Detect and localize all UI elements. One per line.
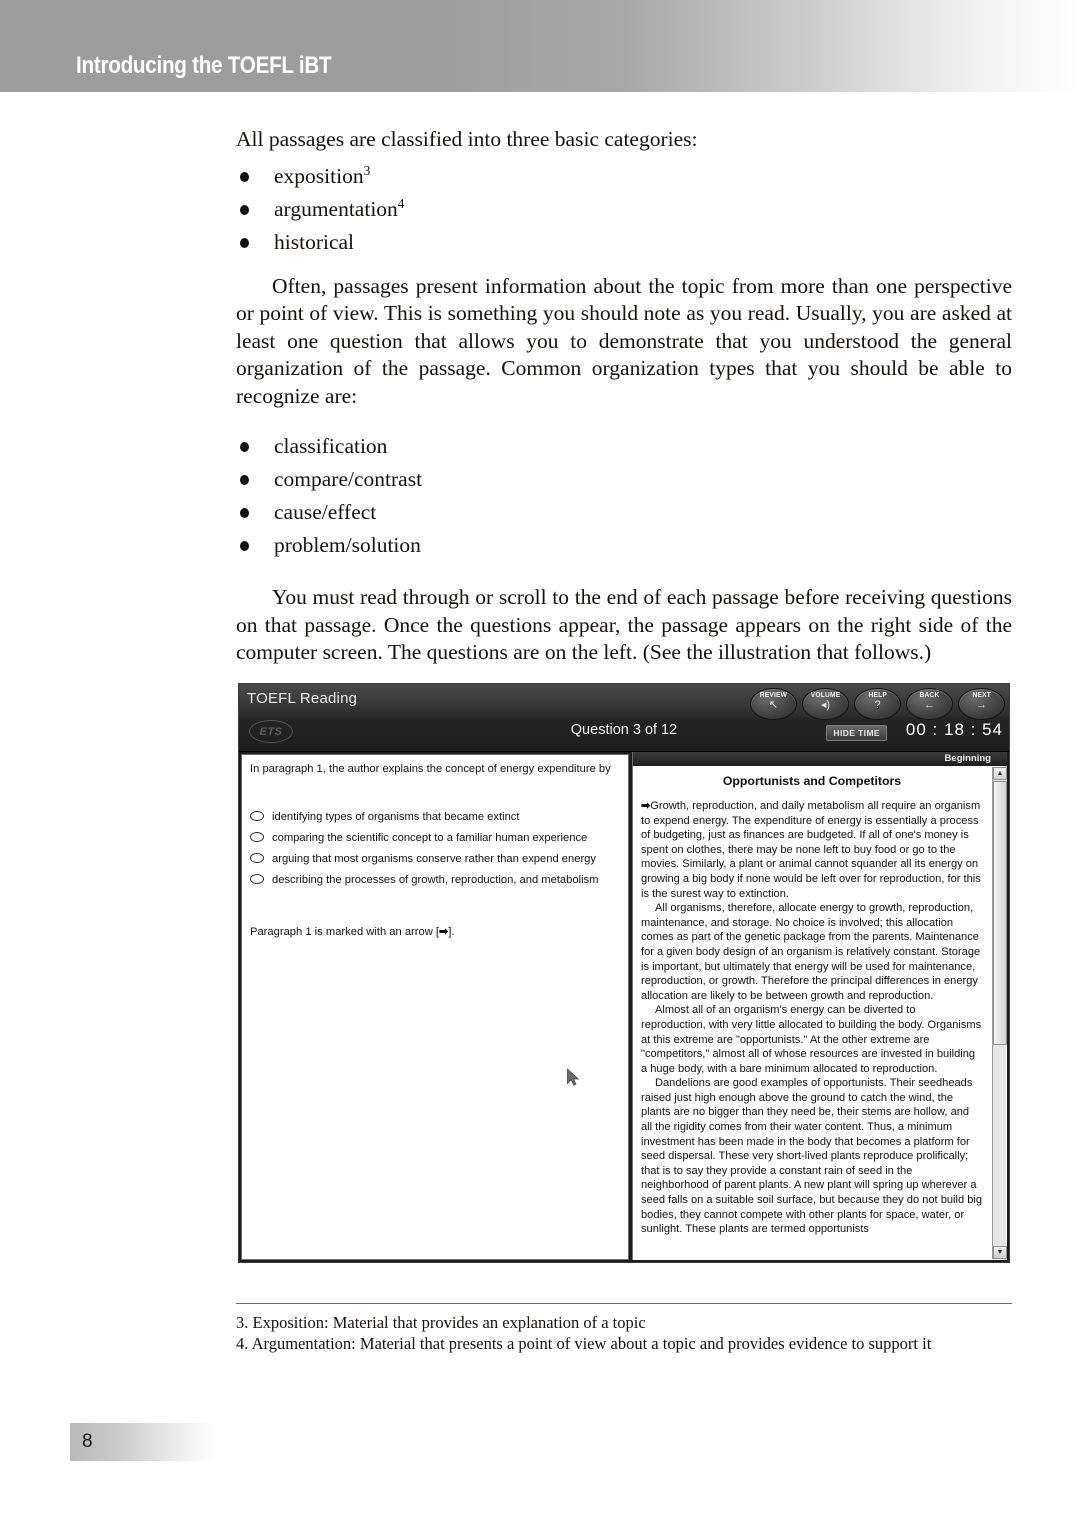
toolbar-button-row [750, 688, 1005, 720]
running-header [0, 0, 1080, 92]
answer-option-c[interactable] [250, 852, 622, 867]
review-icon: ↖ [768, 699, 779, 711]
category-label: historical [274, 229, 355, 254]
passage-paragraph-1-text: Growth, reproduction, and daily metabolism all require an organism to expend energy. The expenditure of energy is essentially a process of budgeting, just as finances are budgeted. If all of one's money is spent on clothes, there may be none left to buy food or go to the movies. Similarly, a plant or animal cannot squander all its energy on growing a big body if none would be left over for reproduction, for this is the surest way to extinction. [641, 800, 981, 900]
review-button-label: REVIEW [759, 692, 788, 699]
list-item [236, 529, 1012, 562]
footnote-block [236, 1303, 1012, 1354]
bullet-icon [240, 442, 249, 452]
bullet-icon [240, 172, 249, 182]
passage-position-bar [633, 752, 1007, 766]
paragraph-note-suffix: ]. [448, 926, 455, 938]
scroll-down-icon[interactable]: ▼ [993, 1246, 1007, 1259]
bullet-icon [240, 205, 249, 215]
answer-option-b[interactable] [250, 831, 622, 846]
volume-button-label: VOLUME [810, 692, 841, 699]
org-type-label: problem/solution [274, 533, 421, 557]
bullet-icon [240, 541, 249, 551]
toefl-screen-illustration [238, 683, 1010, 1263]
back-button[interactable] [906, 688, 953, 720]
paragraph-scroll: You must read through or scroll to the end of each passage before receiving questions on that passage. Once the questions appear, the passage appears on the right side of the computer screen. The questions are on the left. (See the illustration that follows.) [236, 585, 1012, 664]
answer-option-a-label: identifying types of organisms that became extinct [272, 811, 520, 823]
paragraph-marker-note [250, 925, 455, 938]
question-pane [241, 754, 629, 1260]
help-button-label: HELP [868, 692, 887, 699]
arrow-right-icon: → [976, 699, 987, 711]
page-number: 8 [82, 1431, 93, 1452]
org-type-label: compare/contrast [274, 467, 423, 491]
back-button-label: BACK [919, 692, 940, 699]
footnote-marker: 3 [363, 162, 371, 178]
passage-position-label: Beginning [944, 753, 991, 764]
arrow-left-icon: ← [924, 699, 935, 711]
answer-option-c-label: arguing that most organisms conserve rather than expend energy [272, 853, 597, 865]
paragraph-often: Often, passages present information about the topic from more than one perspective or point of view. This is something you should note as you read. Usually, you are asked at least one question that allows you to demonstrate that you understood the general organization of the passage. Common organization types that you should be able to recognize are: [236, 273, 1012, 408]
question-counter: Question 3 of 12 [570, 722, 678, 738]
intro-paragraph: All passages are classified into three basic categories: [236, 127, 698, 151]
category-label: exposition [274, 163, 364, 188]
footnote-3: 3. Exposition: Material that provides an explanation of a topic [236, 1313, 646, 1332]
radio-button-icon[interactable] [250, 832, 264, 842]
question-mark-icon: ? [874, 699, 881, 711]
next-button[interactable] [958, 688, 1005, 720]
passage-text-area [633, 766, 991, 1260]
answer-option-d-label: describing the processes of growth, reproduction, and metabolism [272, 874, 599, 886]
footnote-divider [236, 1303, 1012, 1304]
next-button-label: NEXT [972, 692, 991, 699]
list-item [236, 463, 1012, 496]
footnote-4: 4. Argumentation: Material that presents a point of view about a topic and provides evidence to support it [236, 1334, 932, 1353]
bullet-icon [240, 508, 249, 518]
passage-paragraph-4: Dandelions are good examples of opportunists. Their seedheads raised just high enough above the ground to catch the wind, the plants are no bigger than they need be, their stems are hollow, and all the rigidity comes from their water content. Thus, a minimum investment has been made in the body that becomes a platform for seed dispersal. These very short-lived plants reproduce prolifically; that is to say they provide a constant rain of seed in the neighborhood of parent plants. A new plant will spring up wherever a seed falls on a suitable soil surface, but because they do not build big bodies, they cannot compete with other plants for space, water, or sunlight. These plants are termed opportunists [641, 1077, 983, 1236]
toefl-toolbar [239, 684, 1009, 752]
bullet-icon [240, 475, 249, 485]
radio-button-icon[interactable] [250, 853, 264, 863]
passage-pane [632, 752, 1007, 1260]
passage-paragraph-3: Almost all of an organism's energy can be diverted to reproduction, with very little allocated to building the body. Organisms at this extreme are "opportunists." At the other extreme are "competitors," almost all of whose resources are invested in building a huge body, with a bare minimum allocated to reproduction. [641, 1004, 982, 1075]
answer-options [250, 810, 622, 894]
categories-list [236, 160, 1012, 259]
scroll-up-icon[interactable]: ▲ [993, 767, 1007, 780]
answer-option-b-label: comparing the scientific concept to a familiar human experience [272, 832, 588, 844]
radio-button-icon[interactable] [250, 811, 264, 821]
list-item [236, 193, 1012, 226]
toolbar-title: TOEFL Reading [247, 690, 358, 707]
organization-types-list [236, 430, 1012, 562]
list-item [236, 226, 1012, 259]
list-item [236, 496, 1012, 529]
ets-logo-icon: ETS [249, 720, 293, 743]
list-item [236, 430, 1012, 463]
arrow-right-icon: ➡ [439, 926, 449, 938]
speaker-icon: ◂) [820, 699, 831, 711]
footnote-marker: 4 [397, 195, 405, 211]
chapter-title: Introducing the TOEFL iBT [76, 52, 332, 79]
passage-paragraph-1 [641, 799, 983, 901]
screen-panes [239, 752, 1009, 1262]
scrollbar-thumb[interactable] [993, 781, 1007, 1045]
answer-option-a[interactable] [250, 810, 622, 825]
bullet-icon [240, 238, 249, 248]
help-button[interactable] [854, 688, 901, 720]
countdown-timer: 00 : 18 : 54 [905, 720, 1003, 739]
question-stem: In paragraph 1, the author explains the concept of energy expenditure by [250, 763, 611, 775]
volume-button[interactable] [802, 688, 849, 720]
hide-time-button[interactable]: HIDE TIME [826, 725, 887, 741]
answer-option-d[interactable] [250, 873, 622, 888]
list-item [236, 160, 1012, 193]
body-content [236, 126, 1012, 667]
passage-paragraph-2: All organisms, therefore, allocate energy to growth, reproduction, maintenance, and storage. No choice is involved; this allocation comes as part of the genetic package from the parents. Maintenance for a given body design of an organism is relatively constant. Storage is important, but ultimately that energy will be used for maintenance, reproduction, or growth. Therefore the principal differences in energy allocation are likely to be between growth and reproduction. [641, 902, 981, 1002]
passage-scrollbar[interactable] [992, 767, 1006, 1259]
arrow-right-icon: ➡ [641, 800, 651, 812]
page-number-box [70, 1423, 218, 1461]
org-type-label: classification [274, 434, 388, 458]
org-type-label: cause/effect [274, 500, 377, 524]
category-label: argumentation [274, 196, 398, 221]
review-button[interactable] [750, 688, 797, 720]
paragraph-note-text: Paragraph 1 is marked with an arrow [ [250, 926, 440, 938]
passage-title: Opportunists and Competitors [722, 774, 902, 788]
radio-button-icon[interactable] [250, 874, 264, 884]
